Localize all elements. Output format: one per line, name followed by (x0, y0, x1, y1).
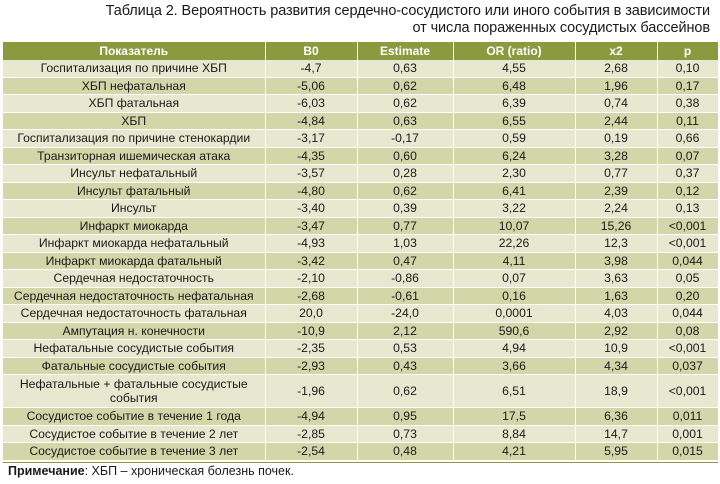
caption-line-2: от числа пораженных сосудистых бассейнов (412, 19, 710, 36)
value-cell: 8,84 (453, 425, 575, 443)
value-cell: 5,95 (575, 443, 657, 461)
row-label-cell: Инсульт нефатальный (3, 165, 265, 183)
value-cell: 3,98 (575, 252, 657, 270)
header-cell: Estimate (357, 42, 453, 60)
row-label-cell: Транзиторная ишемическая атака (3, 147, 265, 165)
value-cell: 0,015 (657, 443, 718, 461)
row-label-cell: Нефатальные сосудистые события (3, 340, 265, 358)
value-cell: -4,80 (265, 182, 357, 200)
header-cell: OR (ratio) (453, 42, 575, 60)
value-cell: -3,57 (265, 165, 357, 183)
value-cell: 12,3 (575, 235, 657, 253)
value-cell: -3,42 (265, 252, 357, 270)
value-cell: -4,93 (265, 235, 357, 253)
value-cell: 0,20 (657, 287, 718, 305)
value-cell: 0,044 (657, 305, 718, 323)
value-cell: <0,001 (657, 235, 718, 253)
table-row (3, 200, 718, 218)
value-cell: 2,68 (575, 60, 657, 77)
row-label-cell: Госпитализация по причине стенокардии (3, 130, 265, 148)
value-cell: 6,41 (453, 182, 575, 200)
value-cell: 6,39 (453, 95, 575, 113)
value-cell: 0,77 (357, 217, 453, 235)
value-cell: <0,001 (657, 217, 718, 235)
value-cell: 0,63 (357, 60, 453, 77)
row-label-cell: Сердечная недостаточность фатальная (3, 305, 265, 323)
table-header-row (3, 42, 718, 60)
value-cell: 0,044 (657, 252, 718, 270)
value-cell: -3,17 (265, 130, 357, 148)
value-cell: -4,35 (265, 147, 357, 165)
table-row (3, 112, 718, 130)
value-cell: 6,24 (453, 147, 575, 165)
value-cell: 6,51 (453, 375, 575, 408)
row-label-cell: Инфаркт миокарда (3, 217, 265, 235)
value-cell: 0,63 (357, 112, 453, 130)
row-label-cell: Ампутация н. конечности (3, 322, 265, 340)
value-cell: 0,12 (657, 182, 718, 200)
results-table (3, 42, 719, 461)
value-cell: 0,73 (357, 425, 453, 443)
table-row (3, 60, 718, 77)
value-cell: 10,07 (453, 217, 575, 235)
value-cell: 4,11 (453, 252, 575, 270)
value-cell: 2,39 (575, 182, 657, 200)
value-cell: 0,07 (453, 270, 575, 288)
value-cell: 0,59 (453, 130, 575, 148)
value-cell: 0,05 (657, 270, 718, 288)
footnote (8, 464, 294, 478)
row-label-cell: ХБП нефатальная (3, 77, 265, 95)
value-cell: 15,26 (575, 217, 657, 235)
value-cell: -0,61 (357, 287, 453, 305)
value-cell: 0,37 (657, 165, 718, 183)
value-cell: 0,39 (357, 200, 453, 218)
value-cell: 0,08 (657, 322, 718, 340)
value-cell: 0,62 (357, 182, 453, 200)
value-cell: -3,47 (265, 217, 357, 235)
value-cell: 4,94 (453, 340, 575, 358)
table-row (3, 322, 718, 340)
row-label-cell: Сердечная недостаточность нефатальная (3, 287, 265, 305)
value-cell: 0,13 (657, 200, 718, 218)
value-cell: 17,5 (453, 408, 575, 426)
value-cell: -4,94 (265, 408, 357, 426)
value-cell: <0,001 (657, 375, 718, 408)
value-cell: 6,36 (575, 408, 657, 426)
value-cell: 0,74 (575, 95, 657, 113)
value-cell: 22,26 (453, 235, 575, 253)
table-row (3, 77, 718, 95)
value-cell: -6,03 (265, 95, 357, 113)
value-cell: 3,63 (575, 270, 657, 288)
table-row (3, 375, 718, 408)
value-cell: 0,47 (357, 252, 453, 270)
value-cell: 1,96 (575, 77, 657, 95)
value-cell: -24,0 (357, 305, 453, 323)
value-cell: 0,037 (657, 357, 718, 375)
value-cell: 10,9 (575, 340, 657, 358)
row-label-cell: Инфаркт миокарда фатальный (3, 252, 265, 270)
table-row (3, 252, 718, 270)
value-cell: -0,17 (357, 130, 453, 148)
value-cell: 6,48 (453, 77, 575, 95)
value-cell: -0,86 (357, 270, 453, 288)
table-row (3, 235, 718, 253)
value-cell: 0,28 (357, 165, 453, 183)
table-row (3, 130, 718, 148)
table-row (3, 165, 718, 183)
value-cell: 0,19 (575, 130, 657, 148)
value-cell: -1,96 (265, 375, 357, 408)
row-label-cell: Сосудистое событие в течение 3 лет (3, 443, 265, 461)
value-cell: 0,62 (357, 77, 453, 95)
value-cell: -2,35 (265, 340, 357, 358)
value-cell: 0,16 (453, 287, 575, 305)
row-label-cell: ХБП (3, 112, 265, 130)
value-cell: 0,48 (357, 443, 453, 461)
value-cell: 4,55 (453, 60, 575, 77)
header-cell: x2 (575, 42, 657, 60)
row-label-cell: Нефатальные + фатальные сосудистые события (3, 375, 265, 408)
value-cell: -5,06 (265, 77, 357, 95)
footnote-label: Примечание (8, 464, 85, 478)
table-row (3, 305, 718, 323)
value-cell: 0,10 (657, 60, 718, 77)
value-cell: -4,7 (265, 60, 357, 77)
value-cell: 0,95 (357, 408, 453, 426)
table-row (3, 443, 718, 461)
table-row (3, 270, 718, 288)
table-row (3, 147, 718, 165)
value-cell: 6,55 (453, 112, 575, 130)
header-cell: p (657, 42, 718, 60)
table-row (3, 287, 718, 305)
table-row (3, 340, 718, 358)
value-cell: 0,17 (657, 77, 718, 95)
value-cell: 0,77 (575, 165, 657, 183)
value-cell: 2,92 (575, 322, 657, 340)
value-cell: 1,63 (575, 287, 657, 305)
row-label-cell: Инсульт (3, 200, 265, 218)
value-cell: -3,40 (265, 200, 357, 218)
value-cell: 3,28 (575, 147, 657, 165)
value-cell: 0,60 (357, 147, 453, 165)
value-cell: 20,0 (265, 305, 357, 323)
caption-line-1: Таблица 2. Вероятность развития сердечно-сосудистого или иного события в зависимости (105, 3, 710, 19)
row-label-cell: Госпитализация по причине ХБП (3, 60, 265, 77)
value-cell: -2,10 (265, 270, 357, 288)
value-cell: -10,9 (265, 322, 357, 340)
value-cell: -2,68 (265, 287, 357, 305)
row-label-cell: Инсульт фатальный (3, 182, 265, 200)
value-cell: 4,34 (575, 357, 657, 375)
value-cell: <0,001 (657, 340, 718, 358)
value-cell: 2,12 (357, 322, 453, 340)
value-cell: 0,62 (357, 95, 453, 113)
row-label-cell: Сердечная недостаточность (3, 270, 265, 288)
row-label-cell: Сосудистое событие в течение 1 года (3, 408, 265, 426)
value-cell: 2,30 (453, 165, 575, 183)
value-cell: -2,85 (265, 425, 357, 443)
value-cell: 4,21 (453, 443, 575, 461)
table-row (3, 425, 718, 443)
value-cell: 14,7 (575, 425, 657, 443)
value-cell: 0,62 (357, 375, 453, 408)
value-cell: 4,03 (575, 305, 657, 323)
header-cell: Показатель (3, 42, 265, 60)
table-bottom-rule (3, 462, 718, 463)
row-label-cell: ХБП фатальная (3, 95, 265, 113)
value-cell: 0,66 (657, 130, 718, 148)
header-cell: B0 (265, 42, 357, 60)
value-cell: 2,44 (575, 112, 657, 130)
table-caption (0, 0, 710, 43)
value-cell: 0,001 (657, 425, 718, 443)
footnote-text: : ХБП – хроническая болезнь почек. (84, 464, 294, 478)
value-cell: 0,43 (357, 357, 453, 375)
value-cell: -2,54 (265, 443, 357, 461)
value-cell: 3,22 (453, 200, 575, 218)
value-cell: 3,66 (453, 357, 575, 375)
table-row (3, 182, 718, 200)
value-cell: 0,53 (357, 340, 453, 358)
value-cell: 2,24 (575, 200, 657, 218)
row-label-cell: Инфаркт миокарда нефатальный (3, 235, 265, 253)
table-row (3, 357, 718, 375)
table-row (3, 408, 718, 426)
value-cell: 0,07 (657, 147, 718, 165)
value-cell: 18,9 (575, 375, 657, 408)
value-cell: 1,03 (357, 235, 453, 253)
row-label-cell: Сосудистое событие в течение 2 лет (3, 425, 265, 443)
value-cell: 0,0001 (453, 305, 575, 323)
table-row (3, 95, 718, 113)
row-label-cell: Фатальные сосудистые события (3, 357, 265, 375)
value-cell: -2,93 (265, 357, 357, 375)
value-cell: -4,84 (265, 112, 357, 130)
value-cell: 0,011 (657, 408, 718, 426)
table-row (3, 217, 718, 235)
value-cell: 590,6 (453, 322, 575, 340)
value-cell: 0,38 (657, 95, 718, 113)
value-cell: 0,11 (657, 112, 718, 130)
